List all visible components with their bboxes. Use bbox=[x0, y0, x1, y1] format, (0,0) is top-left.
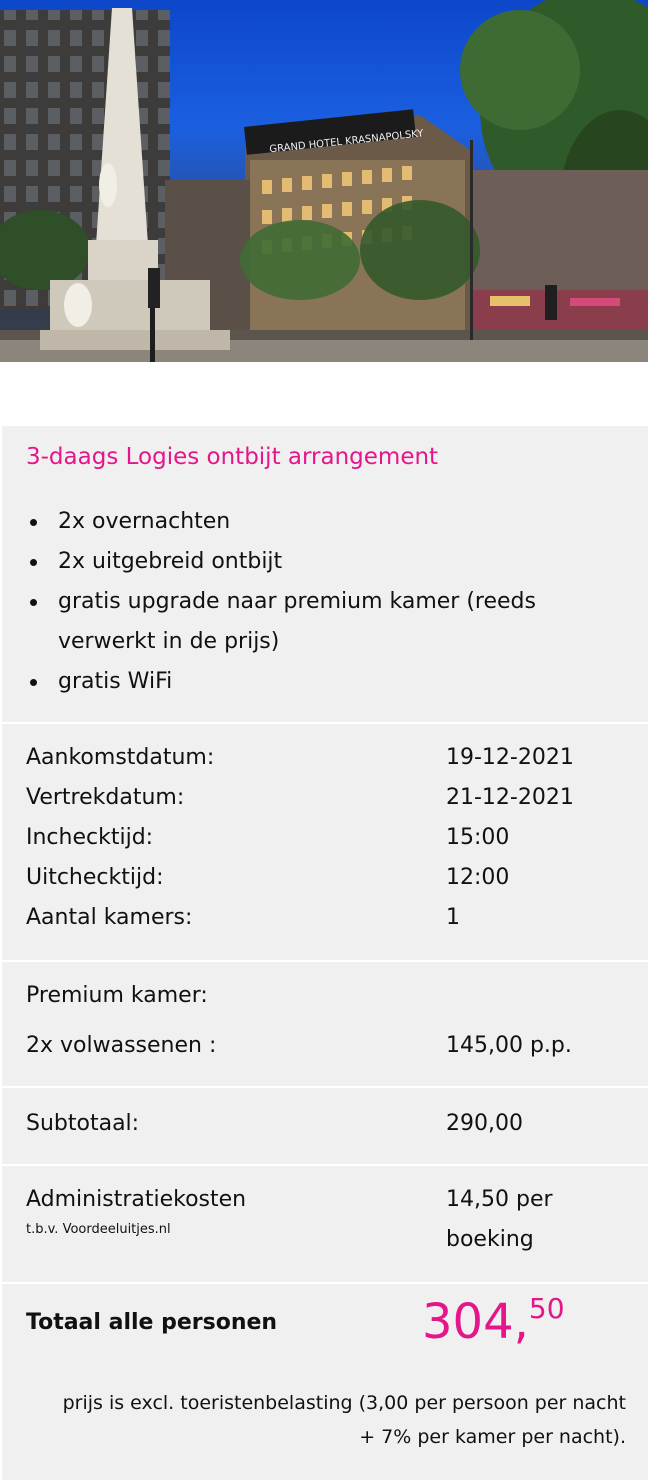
detail-label: Uitchecktijd: bbox=[26, 865, 164, 890]
detail-value: 12:00 bbox=[446, 865, 510, 890]
inclusion-text: 2x overnachten bbox=[58, 509, 231, 534]
admin-section bbox=[2, 1166, 648, 1282]
detail-label: Aantal kamers: bbox=[26, 905, 193, 930]
detail-label: Aankomstdatum: bbox=[26, 745, 215, 770]
hotel-photo-illustration bbox=[0, 0, 648, 362]
room-section bbox=[2, 962, 648, 1086]
subtotal-value: 290,00 bbox=[446, 1111, 523, 1136]
detail-label: Inchecktijd: bbox=[26, 825, 154, 850]
total-price bbox=[422, 1294, 565, 1350]
list-item bbox=[26, 582, 626, 662]
room-type-label: Premium kamer: bbox=[26, 983, 208, 1008]
detail-value: 1 bbox=[446, 905, 460, 930]
details-section bbox=[2, 724, 648, 960]
bullet-icon bbox=[30, 679, 37, 686]
total-section bbox=[2, 1284, 648, 1480]
bullet-icon bbox=[30, 599, 37, 606]
subtotal-label: Subtotaal: bbox=[26, 1111, 140, 1136]
detail-value: 21-12-2021 bbox=[446, 785, 574, 810]
detail-value: 15:00 bbox=[446, 825, 510, 850]
inclusion-text: gratis WiFi bbox=[58, 669, 173, 694]
booking-summary-card bbox=[2, 426, 648, 1480]
hotel-sign-text: GRAND HOTEL KRASNAPOLSKY bbox=[268, 128, 425, 156]
tax-note bbox=[16, 1386, 626, 1454]
inclusion-text: gratis upgrade naar premium kamer (reeds verwerkt in de prijs) bbox=[58, 589, 536, 654]
bullet-icon bbox=[30, 559, 37, 566]
subtotal-section bbox=[2, 1088, 648, 1164]
package-title: 3-daags Logies ontbijt arrangement bbox=[26, 444, 439, 470]
tax-note-line1: prijs is excl. toeristenbelasting (3,00 per persoon per nacht bbox=[62, 1392, 626, 1414]
total-price-main: 304, bbox=[422, 1294, 529, 1350]
admin-sublabel: t.b.v. Voordeeluitjes.nl bbox=[26, 1222, 171, 1237]
admin-label: Administratiekosten bbox=[26, 1187, 247, 1212]
bullet-icon bbox=[30, 519, 37, 526]
list-item bbox=[26, 502, 626, 542]
list-item bbox=[26, 662, 626, 702]
admin-value: 14,50 per bbox=[446, 1187, 553, 1212]
total-price-cents: 50 bbox=[528, 1292, 565, 1325]
hotel-photo bbox=[0, 0, 648, 362]
inclusions-list bbox=[26, 502, 626, 702]
tax-note-line2: + 7% per kamer per nacht). bbox=[359, 1426, 626, 1448]
package-section bbox=[2, 426, 648, 722]
list-item bbox=[26, 542, 626, 582]
persons-price: 145,00 p.p. bbox=[446, 1033, 572, 1058]
admin-value-line2: boeking bbox=[446, 1227, 534, 1252]
persons-label: 2x volwassenen : bbox=[26, 1033, 217, 1058]
detail-label: Vertrekdatum: bbox=[26, 785, 185, 810]
detail-value: 19-12-2021 bbox=[446, 745, 574, 770]
total-label: Totaal alle personen bbox=[26, 1310, 278, 1335]
inclusion-text: 2x uitgebreid ontbijt bbox=[58, 549, 283, 574]
